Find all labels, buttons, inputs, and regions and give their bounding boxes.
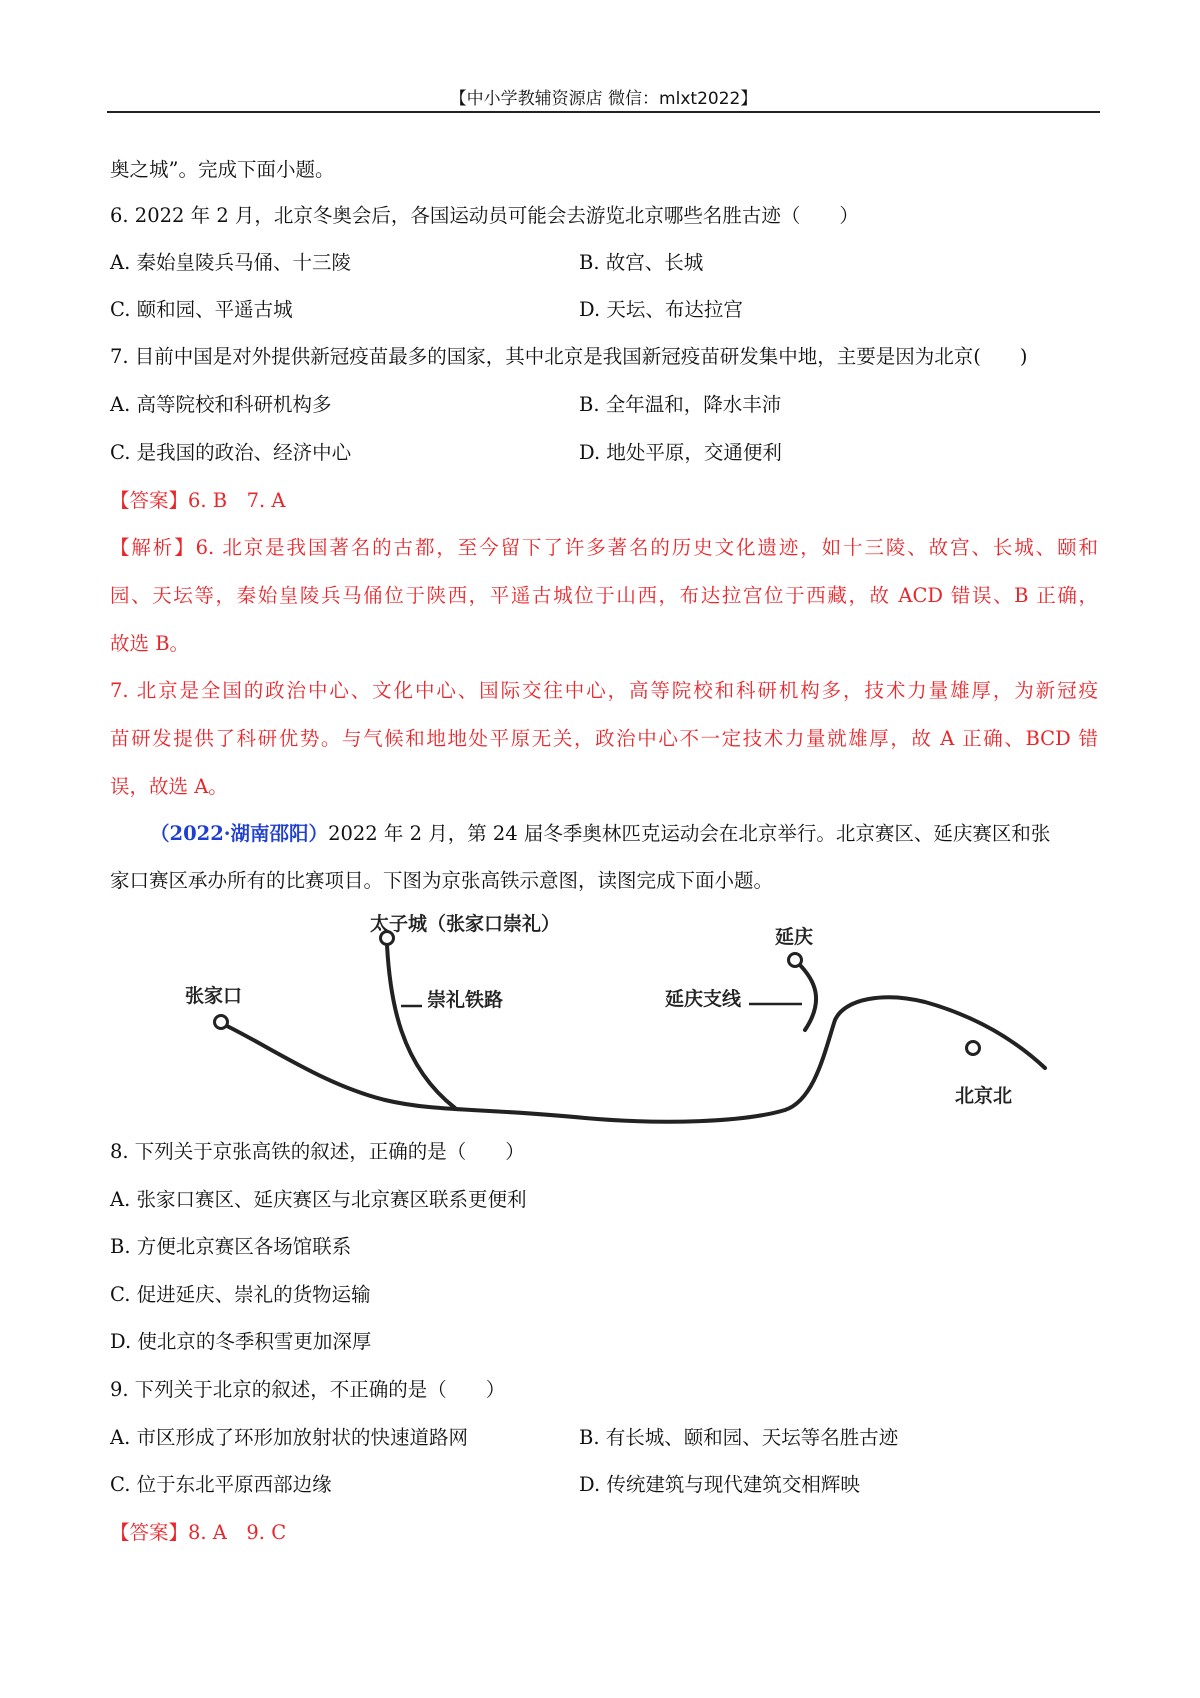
q6-option-d: D. 天坛、布达拉宫 — [579, 298, 743, 321]
intro-tail: 奥之城”。完成下面小题。 — [110, 158, 335, 181]
label-taizicheng: 太子城（张家口崇礼） — [370, 913, 561, 935]
q7-option-d: D. 地处平原，交通便利 — [579, 441, 782, 464]
label-zhangjiakou: 张家口 — [185, 985, 243, 1007]
q9-option-a: A. 市区形成了环形加放射状的快速道路网 — [110, 1426, 468, 1449]
header-divider — [107, 111, 1100, 113]
q6-option-b: B. 故宫、长城 — [579, 251, 704, 274]
label-beijingbei: 北京北 — [955, 1085, 1013, 1107]
analysis-line-4: 7. 北京是全国的政治中心、文化中心、国际交往中心，高等院校和科研机构多，技术力量雄厚，为新冠疫 — [110, 679, 1098, 702]
source-tag: （2022·湖南邵阳） — [150, 822, 329, 845]
analysis-line-2: 园、天坛等，秦始皇陵兵马俑位于陕西，平遥古城位于山西，布达拉宫位于西藏，故 ACD 错误、B 正确， — [110, 584, 1098, 607]
analysis-line-1: 【解析】6. 北京是我国著名的古都，至今留下了许多著名的历史文化遗迹，如十三陵、故宫、长城、颐和 — [110, 536, 1098, 559]
q8-option-a: A. 张家口赛区、延庆赛区与北京赛区联系更便利 — [110, 1188, 527, 1211]
q9-option-c: C. 位于东北平原西部边缘 — [110, 1473, 332, 1496]
q8-option-d: D. 使北京的冬季积雪更加深厚 — [110, 1330, 372, 1353]
q7-option-c: C. 是我国的政治、经济中心 — [110, 441, 352, 464]
q7-stem: 7. 目前中国是对外提供新冠疫苗最多的国家，其中北京是我国新冠疫苗研发集中地，主要是因为北京( ) — [110, 345, 1028, 368]
q7-option-b: B. 全年温和，降水丰沛 — [579, 393, 782, 416]
q7-option-a: A. 高等院校和科研机构多 — [110, 393, 332, 416]
analysis-line-5: 苗研发提供了科研优势。与气候和地地处平原无关，政治中心不一定技术力量就雄厚，故 A 正确、BCD 错 — [110, 727, 1098, 750]
label-yanqing-branch: 延庆支线 — [665, 988, 742, 1010]
jingzhang-railway-map — [185, 900, 1055, 1130]
passage-text-1: 2022 年 2 月，第 24 届冬季奥林匹克运动会在北京举行。北京赛区、延庆赛区和张 — [328, 822, 1051, 845]
passage-line-1 — [150, 822, 1050, 846]
q6-stem: 6. 2022 年 2 月，北京冬奥会后，各国运动员可能会去游览北京哪些名胜古迹（ ） — [110, 204, 859, 227]
analysis-line-6: 误，故选 A。 — [110, 775, 228, 798]
q9-option-b: B. 有长城、颐和园、天坛等名胜古迹 — [579, 1426, 899, 1449]
answer-6-7: 【答案】6. B 7. A — [110, 489, 286, 512]
station-beijingbei — [967, 1042, 980, 1055]
station-zhangjiakou — [215, 1016, 228, 1029]
q8-option-c: C. 促进延庆、崇礼的货物运输 — [110, 1283, 371, 1306]
q8-stem: 8. 下列关于京张高铁的叙述，正确的是（ ） — [110, 1140, 525, 1163]
q6-option-c: C. 颐和园、平遥古城 — [110, 298, 293, 321]
station-yanqing — [789, 954, 802, 967]
answer-8-9: 【答案】8. A 9. C — [110, 1521, 287, 1544]
label-chongli-rail: 崇礼铁路 — [427, 989, 504, 1011]
q8-option-b: B. 方便北京赛区各场馆联系 — [110, 1235, 352, 1258]
yanqing-rail-branch — [798, 963, 816, 1030]
main-rail-line — [227, 997, 1045, 1121]
chongli-rail-branch — [387, 945, 455, 1108]
label-yanqing: 延庆 — [775, 926, 814, 948]
q6-option-a: A. 秦始皇陵兵马俑、十三陵 — [110, 251, 351, 274]
page-header: 【中小学教辅资源店 微信：mlxt2022】 — [449, 89, 758, 109]
analysis-line-3: 故选 B。 — [110, 632, 190, 655]
q9-option-d: D. 传统建筑与现代建筑交相辉映 — [579, 1473, 860, 1496]
q9-stem: 9. 下列关于北京的叙述，不正确的是（ ） — [110, 1378, 506, 1401]
passage-line-2: 家口赛区承办所有的比赛项目。下图为京张高铁示意图，读图完成下面小题。 — [110, 869, 774, 892]
